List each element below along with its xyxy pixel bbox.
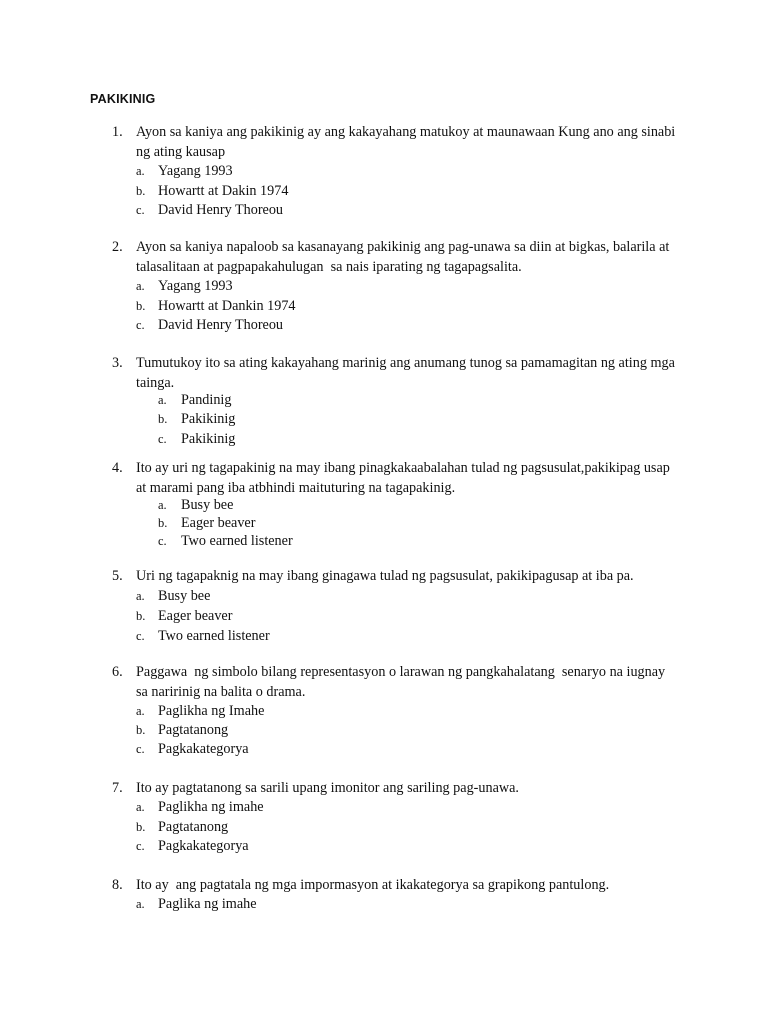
choice-text: Two earned listener [158,628,270,644]
choice-text: Eager beaver [158,608,233,624]
question-number: 7. [112,780,123,796]
choice-text: Howartt at Dankin 1974 [158,298,296,314]
choice-text: Pakikinig [181,431,236,447]
question-text: Tumutukoy ito sa ating kakayahang marinig ang anumang tunog sa pamamagitan ng ating mga tainga. [136,355,679,391]
choice-letter: a. [136,897,145,911]
choice-text: Howartt at Dakin 1974 [158,183,289,199]
choice-text: Paglikha ng Imahe [158,703,265,719]
choice-letter: b. [136,299,146,313]
choice-letter: b. [136,723,146,737]
question-number: 2. [112,239,123,255]
question-text: Ito ay ang pagtatala ng mga impormasyon at ikakategorya sa grapikong pantulong. [136,877,610,893]
question-number: 4. [112,460,123,476]
choice-letter: a. [136,589,145,603]
choice-text: Eager beaver [181,515,256,531]
choice-text: Paglikha ng imahe [158,799,264,815]
choice-text: Yagang 1993 [158,163,233,179]
choice-text: Pagkakategorya [158,838,249,854]
choice-letter: c. [158,534,167,548]
choice-letter: b. [158,516,168,530]
choice-letter: c. [136,318,145,332]
choice-text: Pagkakategorya [158,741,249,757]
question-number: 8. [112,877,123,893]
choice-letter: c. [136,742,145,756]
choice-text: Pandinig [181,392,232,408]
choice-text: Pakikinig [181,411,236,427]
choice-text: David Henry Thoreou [158,202,284,218]
choice-letter: a. [158,498,167,512]
question-text: Ito ay uri ng tagapakinig na may ibang pinagkakaabalahan tulad ng pagsusulat,pakikipag usap at marami pang iba atbhindi maituturing na tagapakinig. [136,460,674,496]
choice-letter: a. [136,279,145,293]
question-number: 1. [112,124,123,140]
choice-letter: b. [136,184,146,198]
choice-text: Pagtatanong [158,819,229,835]
choice-letter: a. [136,704,145,718]
choice-letter: a. [136,800,145,814]
choice-text: Busy bee [181,497,234,513]
choice-text: Busy bee [158,588,211,604]
question-text: Ayon sa kaniya napaloob sa kasanayang pakikinig ang pag-unawa sa diin at bigkas, balarila at talasalitaan at pagpapakahulugan sa nais iparating ng tagapagsalita. [136,239,673,275]
choice-letter: a. [158,393,167,407]
question-text: Paggawa ng simbolo bilang representasyon o larawan ng pangkahalatang senaryo na iugnay sa naririnig na balita o drama. [136,664,669,700]
question-number: 3. [112,355,123,371]
choice-text: Yagang 1993 [158,278,233,294]
question-text: Ito ay pagtatanong sa sarili upang imonitor ang sariling pag-unawa. [136,780,519,796]
choice-letter: a. [136,164,145,178]
question-text: Uri ng tagapaknig na may ibang ginagawa tulad ng pagsusulat, pakikipagusap at iba pa. [136,568,634,584]
choice-letter: b. [136,609,146,623]
choice-text: Paglika ng imahe [158,896,257,912]
choice-letter: c. [158,432,167,446]
question-number: 5. [112,568,123,584]
choice-letter: b. [136,820,146,834]
choice-letter: c. [136,629,145,643]
choice-letter: c. [136,203,145,217]
choice-text: Pagtatanong [158,722,229,738]
choice-text: David Henry Thoreou [158,317,284,333]
question-number: 6. [112,664,123,680]
page-title: PAKIKINIG [90,92,156,106]
question-text: Ayon sa kaniya ang pakikinig ay ang kakayahang matukoy at maunawaan Kung ano ang sinabi ng ating kausap [136,124,679,160]
choice-letter: b. [158,412,168,426]
choice-letter: c. [136,839,145,853]
choice-text: Two earned listener [181,533,293,549]
